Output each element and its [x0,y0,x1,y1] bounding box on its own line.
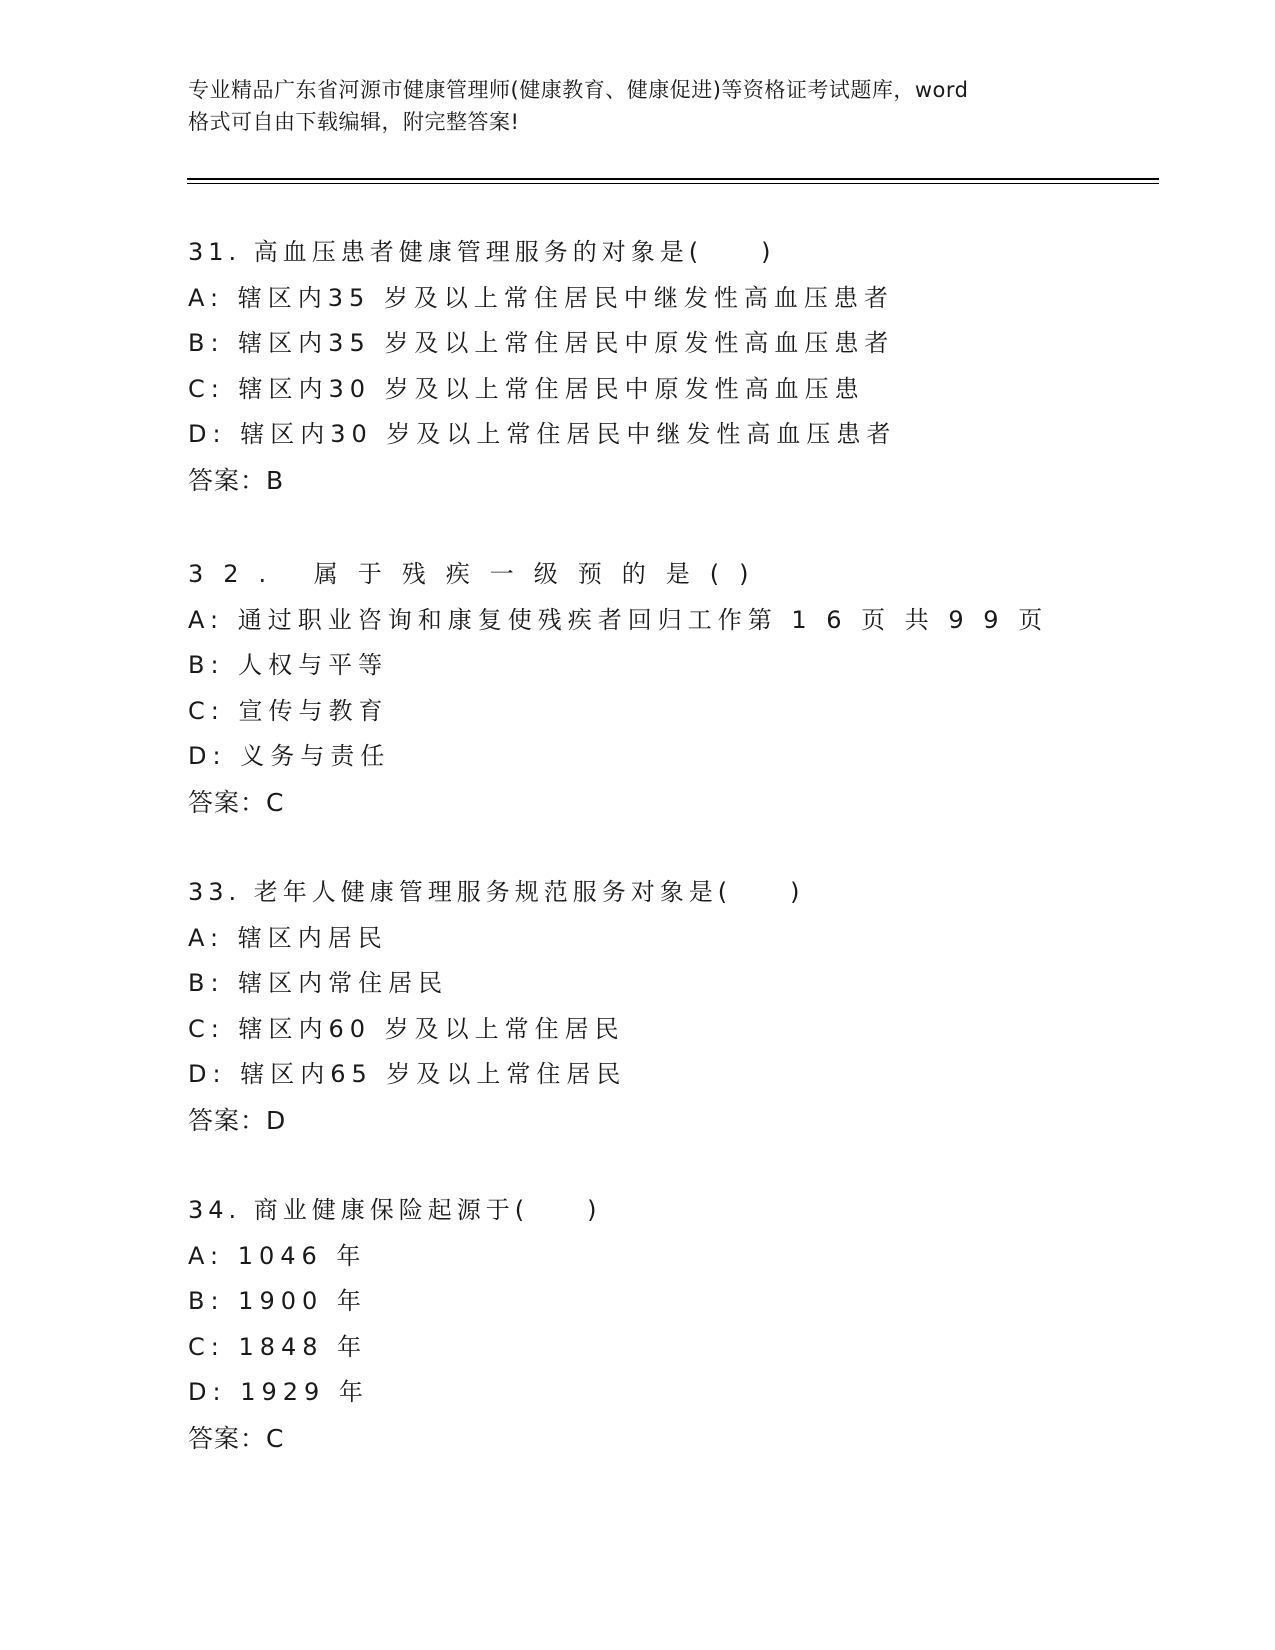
option-d: D: 1929 年 [188,1378,369,1406]
option-b: B: 1900 年 [188,1287,367,1315]
question-32 [188,552,1188,825]
answer: 答案：D [188,1105,287,1135]
header-line-2: 格式可自由下载编辑，附完整答案! [188,110,520,134]
option-c: C: 辖区内30 岁及以上常住居民中原发性高血压患 [188,374,865,403]
question-31 [188,230,1188,503]
question-33 [188,870,1188,1143]
option-c: C: 辖区内60 岁及以上常住居民 [188,1014,625,1043]
question-title: 33. 老年人健康管理服务规范服务对象是( ) [188,878,805,906]
header-divider-thin [187,183,1159,184]
answer: 答案：C [188,1423,285,1453]
option-a: A: 辖区内35 岁及以上常住居民中继发性高血压患者 [188,283,894,312]
option-d: D: 辖区内30 岁及以上常住居民中继发性高血压患者 [188,420,897,448]
header-line-1: 专业精品广东省河源市健康管理师(健康教育、健康促进)等资格证考试题库，word [188,78,969,102]
option-b: B: 辖区内常住居民 [188,969,449,997]
option-b: B: 人权与平等 [188,651,389,679]
question-title: 32. 属于残疾一级预的是() [188,560,769,588]
answer: 答案：B [188,465,285,495]
question-34 [188,1188,1188,1461]
option-c: C: 宣传与教育 [188,696,389,725]
option-a: A: 辖区内居民 [188,923,388,952]
option-d: D: 辖区内65 岁及以上常住居民 [188,1060,627,1088]
answer: 答案：C [188,787,285,817]
option-a: A: 1046 年 [188,1241,367,1270]
document-header [188,74,1108,138]
option-b: B: 辖区内35 岁及以上常住居民中原发性高血压患者 [188,329,895,357]
option-d: D: 义务与责任 [188,742,391,770]
header-divider-thick [187,178,1159,180]
question-title: 31. 高血压患者健康管理服务的对象是( ) [188,238,776,266]
question-title: 34. 商业健康保险起源于( ) [188,1196,602,1224]
option-c: C: 1848 年 [188,1332,368,1361]
option-a: A: 通过职业咨询和康复使残疾者回归工作第 1 6 页 共 9 9 页 [188,605,1049,634]
